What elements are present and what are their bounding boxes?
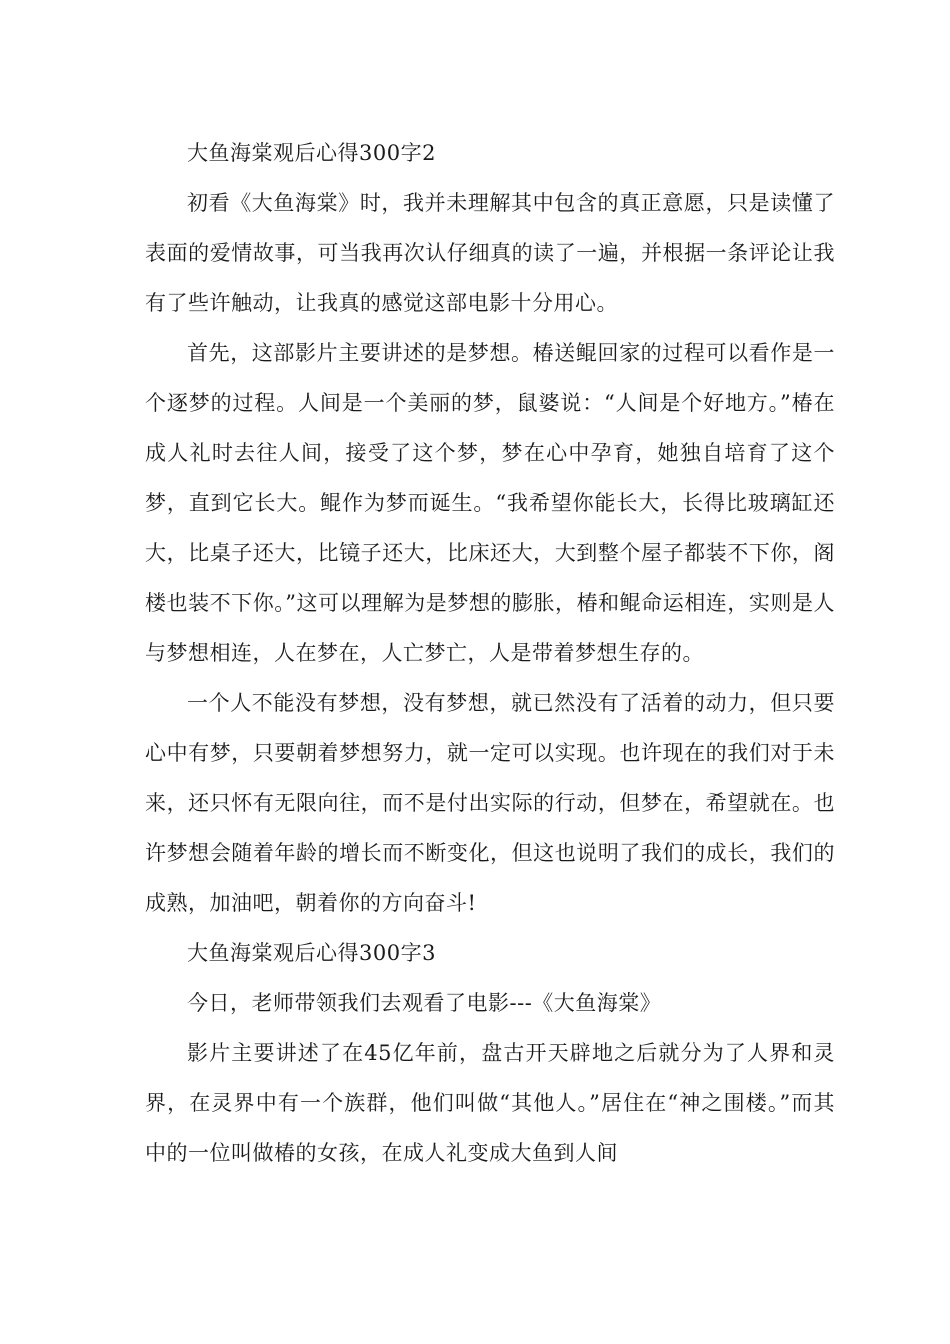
section-heading: 大鱼海棠观后心得300字3 [187, 941, 436, 965]
paragraph: 首先，这部影片主要讲述的是梦想。椿送鲲回家的过程可以看作是一个逐梦的过程。人间是一个美丽的梦，鼠婆说：“人间是个好地方。”椿在成人礼时去往人间，接受了这个梦，梦在心中孕育，她独自培育了这个梦，直到它长大。鲲作为梦而诞生。“我希望你能长大，长得比玻璃缸还大，比桌子还大，比镜子还大，比床还大，大到整个屋子都装不下你，阁楼也装不下你。”这可以理解为是梦想的膨胀，椿和鲲命运相连，实则是人与梦想相连，人在梦在，人亡梦亡，人是带着梦想生存的。 [145, 341, 835, 665]
paragraph: 一个人不能没有梦想，没有梦想，就已然没有了活着的动力，但只要心中有梦，只要朝着梦想努力，就一定可以实现。也许现在的我们对于未来，还只怀有无限向往，而不是付出实际的行动，但梦在，希望就在。也许梦想会随着年龄的增长而不断变化，但这也说明了我们的成长，我们的成熟，加油吧，朝着你的方向奋斗! [145, 691, 835, 915]
paragraph: 今日，老师带领我们去观看了电影---《大鱼海棠》 [187, 991, 662, 1015]
document-body [145, 128, 835, 1178]
section-heading: 大鱼海棠观后心得300字2 [187, 141, 436, 165]
paragraph: 初看《大鱼海棠》时，我并未理解其中包含的真正意愿，只是读懂了表面的爱情故事，可当我再次认仔细真的读了一遍，并根据一条评论让我有了些许触动，让我真的感觉这部电影十分用心。 [145, 191, 835, 315]
paragraph: 影片主要讲述了在45亿年前，盘古开天辟地之后就分为了人界和灵界，在灵界中有一个族群，他们叫做“其他人。”居住在“神之围楼。”而其中的一位叫做椿的女孩，在成人礼变成大鱼到人间 [145, 1041, 835, 1165]
